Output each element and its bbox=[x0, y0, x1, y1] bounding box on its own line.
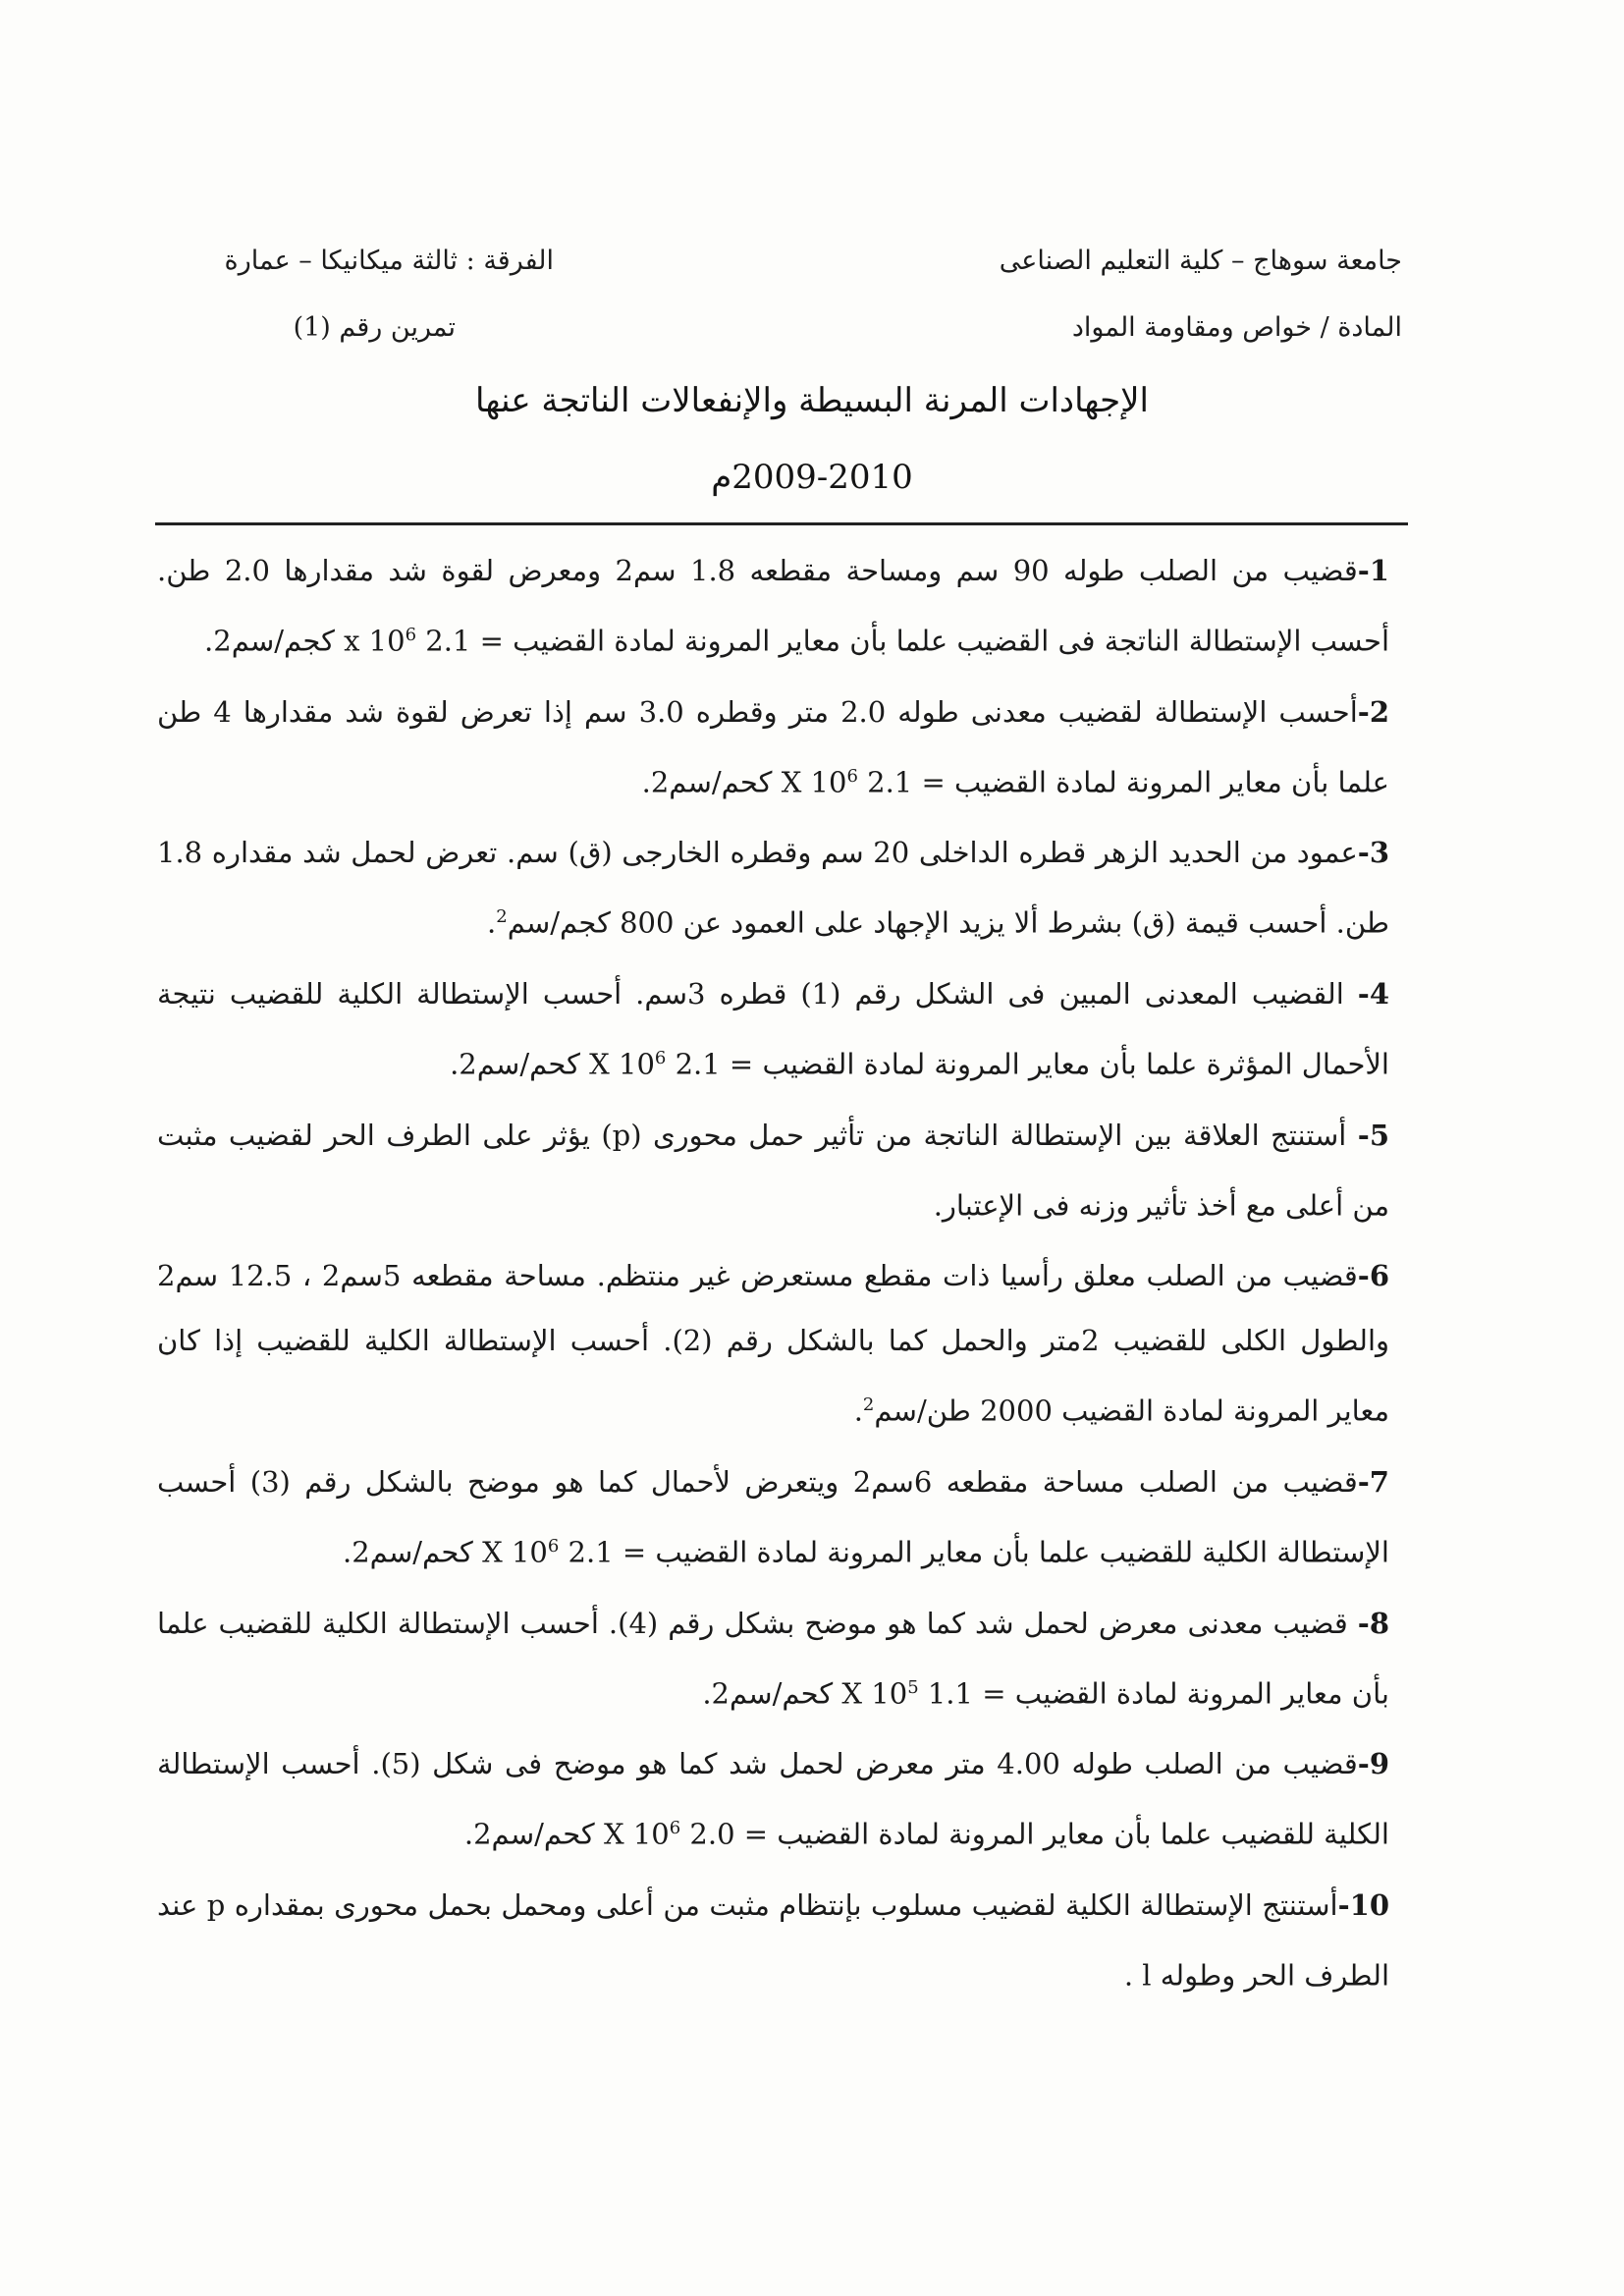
exponent: 2 bbox=[862, 1394, 875, 1416]
exponent: 6 bbox=[846, 765, 858, 787]
question-text: قضيب من الصلب طوله 90 سم ومساحة مقطعه 1.8 سم2 ومعرض لقوة شد مقدارها 2.0 طن. أحسب الإستطالة الناتجة فى القضيب علما بأن معاير المرونة لمادة القضيب = 2.1 x 10 bbox=[157, 554, 1389, 658]
exponent: 2 bbox=[496, 906, 508, 928]
exponent: 6 bbox=[547, 1535, 560, 1557]
subject-label: المادة / خواص ومقاومة المواد bbox=[1071, 312, 1402, 343]
academic-year: 2009-2010م bbox=[711, 458, 913, 497]
exponent: 5 bbox=[907, 1676, 919, 1698]
question-text: قضيب معدنى معرض لحمل شد كما هو موضح بشكل رقم (4). أحسب الإستطالة الكلية للقضيب علما بأن معاير المرونة لمادة القضيب = 1.1 X 10 bbox=[157, 1606, 1389, 1711]
question-text: قضيب من الصلب مساحة مقطعه 6سم2 ويتعرض لأحمال كما هو موضح بالشكل رقم (3) أحسب الإستطالة الكلية للقضيب علما بأن معاير المرونة لمادة القضيب = 2.1 X 10 bbox=[157, 1464, 1389, 1569]
question-item bbox=[157, 1449, 1389, 1585]
question-number: 5- bbox=[1357, 1118, 1389, 1152]
question-number: 1- bbox=[1357, 554, 1389, 587]
question-list bbox=[157, 538, 1389, 2014]
university-faculty: جامعة سوهاج – كلية التعليم الصناعى bbox=[999, 246, 1402, 276]
question-unit: كحم/سم2. bbox=[450, 1047, 590, 1081]
question-text: عمود من الحديد الزهر قطره الداخلى 20 سم وقطره الخارجى (ق) سم. تعرض لحمل شد مقداره 1.8 طن. أحسب قيمة (ق) بشرط ألا يزيد الإجهاد على العمود عن 800 كجم/سم bbox=[157, 836, 1389, 940]
question-unit: كجم/سم2. bbox=[204, 624, 345, 658]
question-item bbox=[157, 961, 1389, 1097]
question-item bbox=[157, 680, 1389, 815]
exponent: 6 bbox=[405, 625, 417, 645]
question-number: 8- bbox=[1357, 1606, 1389, 1640]
question-number: 7- bbox=[1357, 1464, 1389, 1499]
question-number: 2- bbox=[1357, 694, 1389, 729]
question-item bbox=[157, 1591, 1389, 1726]
question-unit: كحم/سم2. bbox=[463, 1817, 604, 1851]
question-text: القضيب المعدنى المبين فى الشكل رقم (1) قطره 3سم. أحسب الإستطالة الكلية للقضيب نتيجة الأحمال المؤثرة علما بأن معاير المرونة لمادة القضيب = 2.1 X 10 bbox=[157, 976, 1389, 1081]
question-unit: كحم/سم2. bbox=[641, 765, 782, 799]
question-text: أستنتج العلاقة بين الإستطالة الناتجة من تأثير حمل محورى (p) يؤثر على الطرف الحر لقضيب مثبت من أعلى مع أخذ تأثير وزنه فى الإعتبار. bbox=[157, 1118, 1389, 1223]
question-item bbox=[157, 1243, 1389, 1444]
exponent: 6 bbox=[669, 1818, 681, 1839]
question-text: أحسب الإستطالة لقضيب معدنى طوله 2.0 متر وقطره 3.0 سم إذا تعرض لقوة شد مقدارها 4 طن علما بأن معاير المرونة لمادة القضيب = 2.1 X 10 bbox=[157, 694, 1389, 799]
question-unit: . bbox=[853, 1394, 863, 1428]
question-item bbox=[157, 1731, 1389, 1867]
question-text: قضيب من الصلب معلق رأسيا ذات مقطع مستعرض غير منتظم. مساحة مقطعه 5سم2 ، 12.5 سم2 والطول الكلى للقضيب 2متر والحمل كما بالشكل رقم (2). أحسب الإستطالة الكلية للقضيب إذا كان معاير المرونة لمادة القضيب 2000 طن/سم bbox=[157, 1259, 1390, 1428]
question-number: 3- bbox=[1357, 836, 1389, 870]
exponent: 6 bbox=[654, 1047, 667, 1068]
question-unit: كحم/سم2. bbox=[343, 1535, 483, 1569]
exercise-number: تمرين رقم (1) bbox=[293, 312, 456, 343]
sheet-title: الإجهادات المرنة البسيطة والإنفعالات الناتجة عنها bbox=[475, 381, 1149, 420]
question-number: 6- bbox=[1357, 1259, 1389, 1293]
question-item bbox=[157, 820, 1389, 956]
question-item bbox=[157, 538, 1389, 674]
question-unit: . bbox=[487, 905, 497, 940]
question-unit: كحم/سم2. bbox=[702, 1676, 842, 1711]
question-text: أستنتج الإستطالة الكلية لقضيب مسلوب بإنتظام مثبت من أعلى ومحمل بحمل محورى بمقداره p عند الطرف الحر وطوله l . bbox=[157, 1887, 1389, 1993]
question-item bbox=[157, 1103, 1389, 1238]
header-divider bbox=[155, 522, 1408, 525]
question-number: 4- bbox=[1357, 976, 1390, 1011]
question-text: قضيب من الصلب طوله 4.00 متر معرض لحمل شد كما هو موضح فى شكل (5). أحسب الإستطالة الكلية للقضيب علما بأن معاير المرونة لمادة القضيب = 2.0 X 10 bbox=[157, 1747, 1389, 1851]
question-number: 9- bbox=[1357, 1747, 1389, 1781]
student-group: الفرقة : ثالثة ميكانيكا – عمارة bbox=[224, 246, 554, 276]
question-item bbox=[157, 1873, 1389, 2008]
question-number: 10- bbox=[1337, 1887, 1389, 1922]
